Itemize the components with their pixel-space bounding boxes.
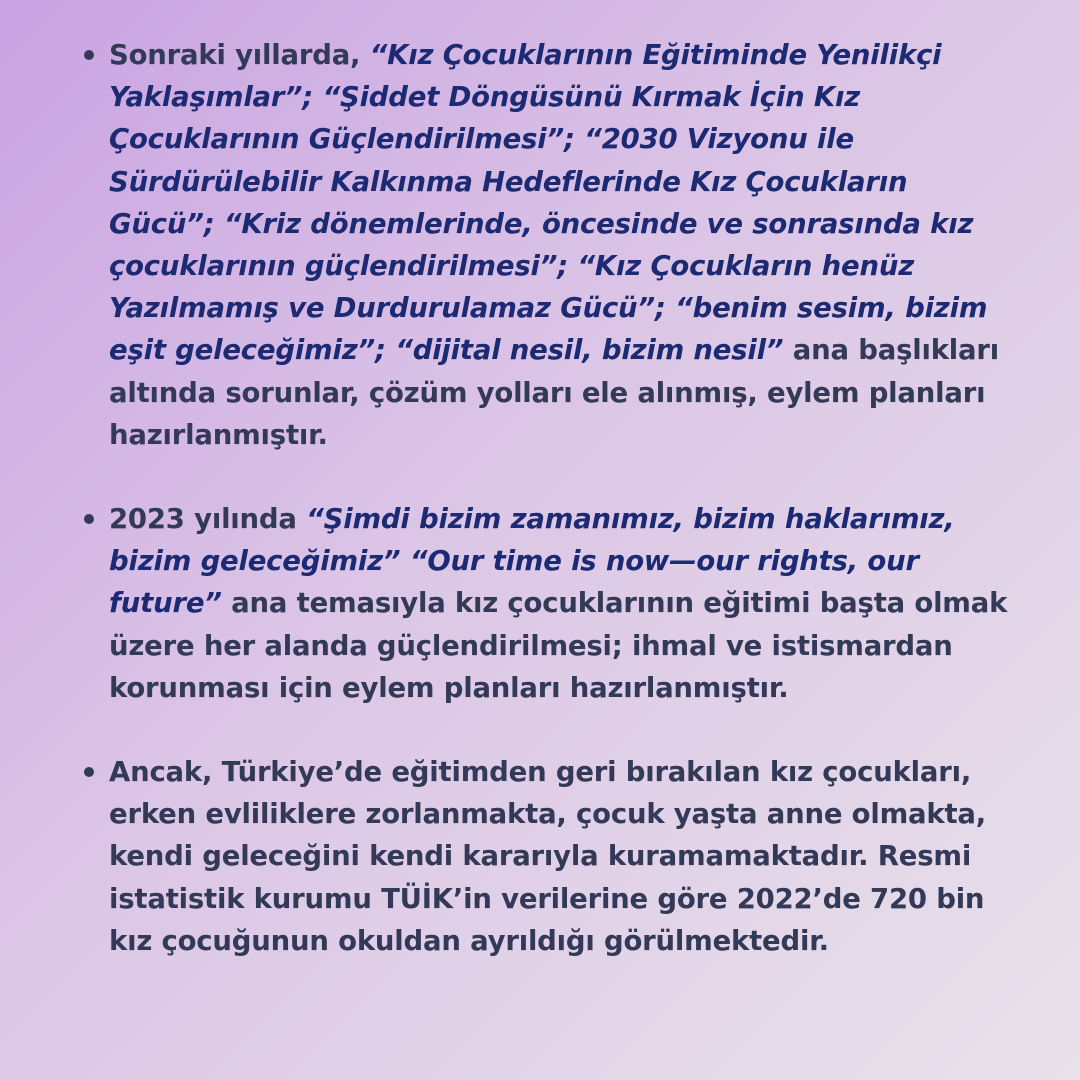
bullet-item-2 (82, 498, 1022, 709)
bullet-dot-icon (84, 50, 94, 60)
bullet-dot-icon (84, 514, 94, 524)
bullet-dot-icon (84, 767, 94, 777)
bullet-2-outro: ana temasıyla kız çocuklarının eğitimi başta olmak üzere her alanda güçlendirilmesi; ihmal ve istismardan korunması için eylem planları hazırlanmıştır. (109, 587, 1008, 704)
bullet-list (82, 34, 1022, 962)
bullet-1-titles: “Kız Çocuklarının Eğitiminde Yenilikçi Yaklaşımlar”; “Şiddet Döngüsünü Kırmak İçin Kız Çocuklarının Güçlendirilmesi”; “2030 Vizyonu ile Sürdürülebilir Kalkınma Hedeflerinde Kız Çocukların Gücü”; “Kriz dönemlerinde, öncesinde ve sonrasında kız çocuklarının güçlendirilmesi”; “Kız Çocukların henüz Yazılmamış ve Durdurulamaz Gücü”; “benim sesim, bizim eşit geleceğimiz”; “dijital nesil, bizim nesil” (109, 39, 988, 367)
bullet-item-1 (82, 34, 1022, 456)
bullet-item-3 (82, 751, 1022, 962)
bullet-3-text: Ancak, Türkiye’de eğitimden geri bırakılan kız çocukları, erken evliliklere zorlanmakta, çocuk yaşta anne olmakta, kendi geleceğini kendi kararıyla kuramamaktadır. Resmi istatistik kurumu TÜİK’in verilerine göre 2022’de 720 bin kız çocuğunun okuldan ayrıldığı görülmektedir. (109, 756, 987, 957)
bullet-1-intro: Sonraki yıllarda, (109, 39, 370, 71)
bullet-1-outro: ana başlıkları altında sorunlar, çözüm yolları ele alınmış, eylem planları hazırlanmıştır. (109, 334, 999, 451)
bullet-2-intro: 2023 yılında (109, 503, 307, 536)
bullet-2-theme: “Şimdi bizim zamanımız, bizim haklarımız, bizim geleceğimiz” “Our time is now—our rights, our future” (109, 503, 955, 620)
